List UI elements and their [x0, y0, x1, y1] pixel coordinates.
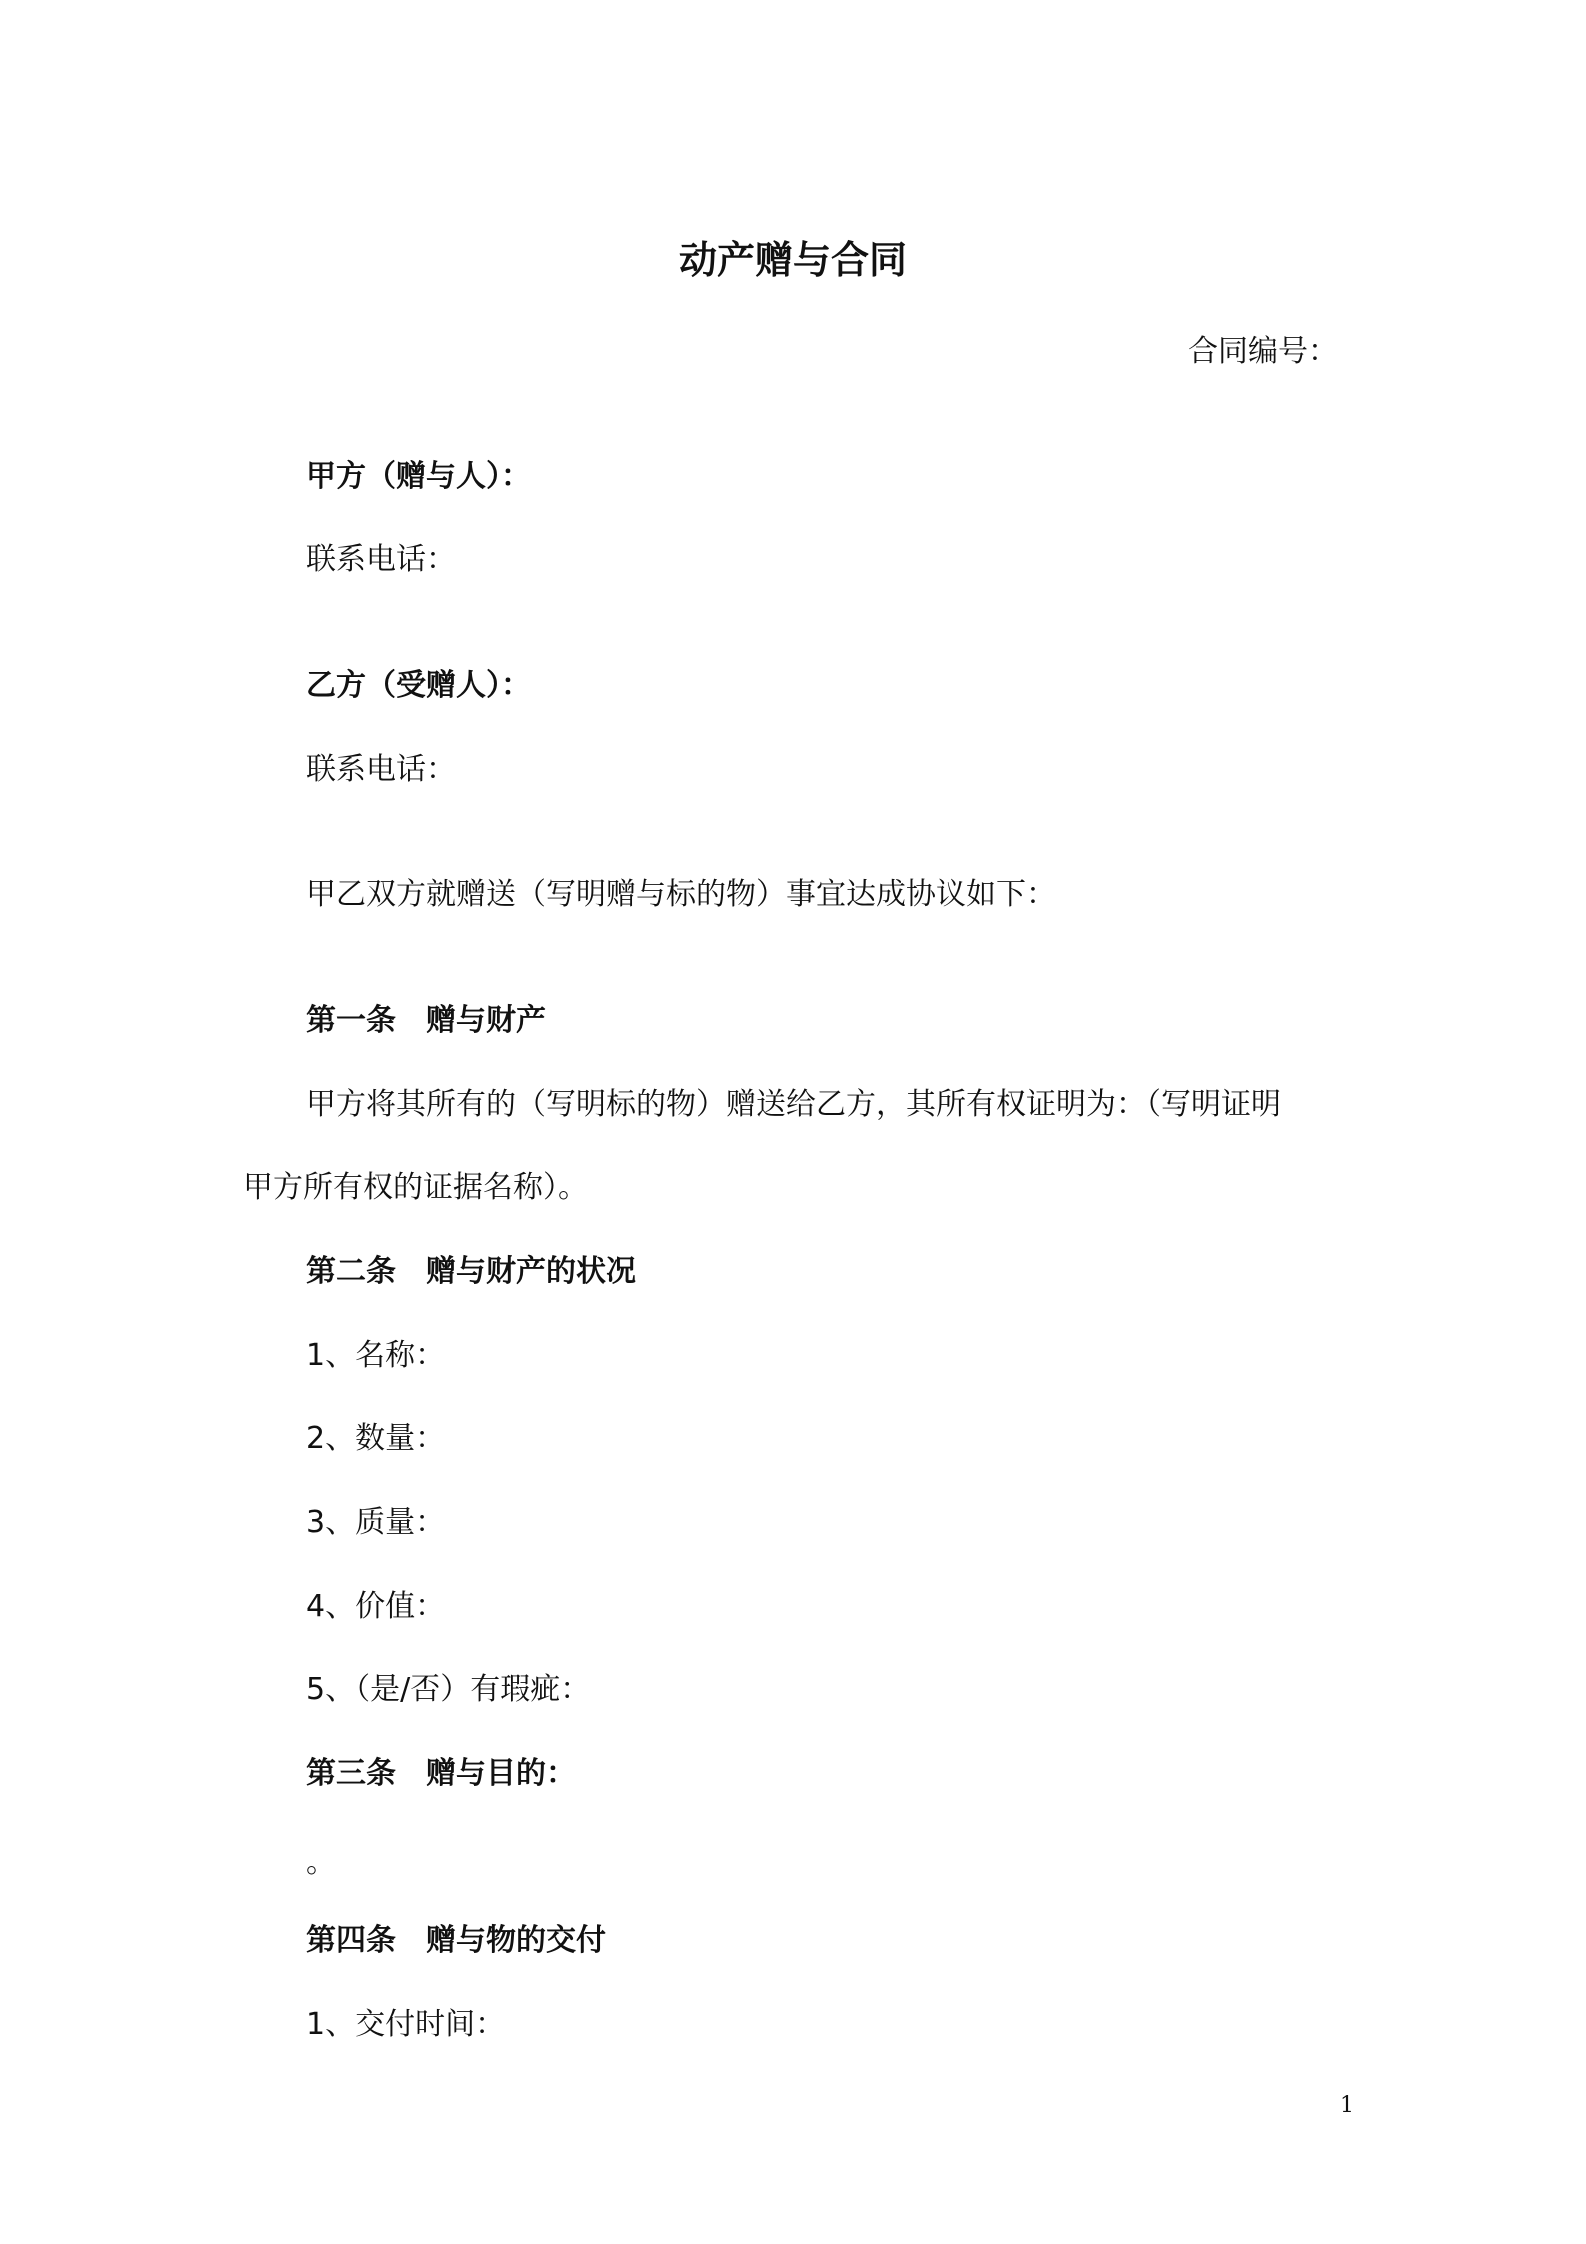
party-b-label: 乙方（受赠人）：: [306, 668, 531, 703]
party-a-label: 甲方（赠与人）：: [306, 459, 531, 494]
article-2-item: 3、质量：: [306, 1505, 446, 1540]
party-a-phone-label: 联系电话：: [306, 542, 456, 577]
intro-paragraph: 甲乙双方就赠送（写明赠与标的物）事宜达成协议如下：: [306, 877, 1056, 912]
article-4-title: 赠与物的交付: [426, 1923, 606, 1958]
article-4-number: 第四条: [306, 1923, 396, 1958]
article-4-item: 1、交付时间：: [306, 2007, 506, 2042]
article-1-heading: [306, 1003, 546, 1039]
contract-number-label: 合同编号：: [1188, 334, 1338, 369]
article-3-heading: [306, 1756, 576, 1792]
article-1-title: 赠与财产: [426, 1003, 546, 1038]
article-2-item: 5、（是/否）有瑕疵：: [306, 1672, 591, 1707]
article-2-item: 4、价值：: [306, 1589, 446, 1624]
article-1-number: 第一条: [306, 1003, 396, 1038]
article-4-heading: [306, 1923, 606, 1959]
party-b-phone-label: 联系电话：: [306, 752, 456, 787]
article-1-body-line-1: 甲方将其所有的（写明标的物）赠送给乙方，其所有权证明为：（写明证明: [306, 1087, 1281, 1122]
article-2-number: 第二条: [306, 1254, 396, 1289]
document-title: 动产赠与合同: [678, 238, 907, 282]
article-3-number: 第三条: [306, 1756, 396, 1791]
article-2-item: 2、数量：: [306, 1421, 446, 1456]
article-1-body-line-2: 甲方所有权的证据名称）。: [243, 1170, 588, 1205]
page-number: 1: [1340, 2093, 1354, 2118]
article-2-title: 赠与财产的状况: [426, 1254, 636, 1289]
article-2-heading: [306, 1254, 636, 1290]
article-3-title: 赠与目的：: [426, 1756, 576, 1791]
article-3-body: 。: [306, 1845, 336, 1880]
article-2-item: 1、名称：: [306, 1338, 446, 1373]
